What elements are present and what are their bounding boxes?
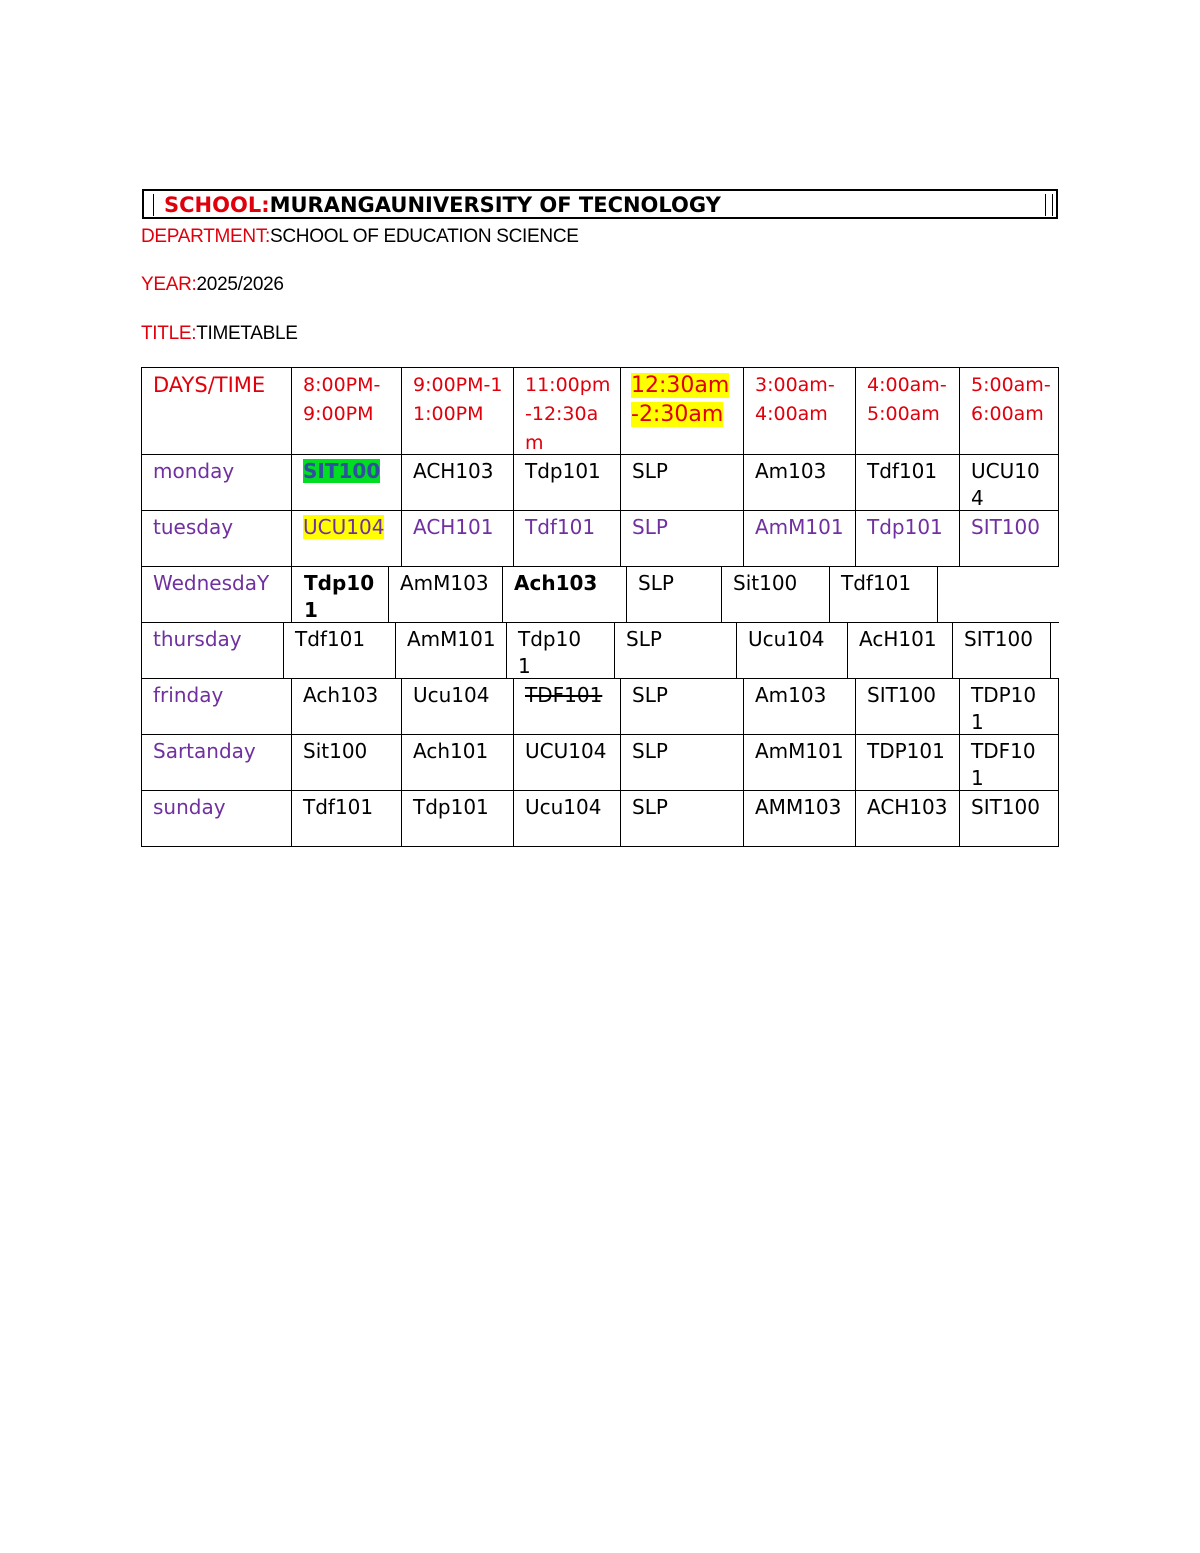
course-cell: Am103	[743, 678, 856, 735]
course-cell: Sit100	[291, 734, 402, 791]
course-cell: Ach101	[401, 734, 514, 791]
title-label: TITLE:	[141, 323, 197, 344]
time-header: 4:00am-5:00am	[855, 367, 960, 455]
course-cell: Ach103	[502, 566, 627, 623]
course-cell: Tdf101	[283, 622, 396, 679]
course-cell: Tdf101	[829, 566, 938, 623]
box-divider	[1045, 194, 1046, 216]
course-cell: Ach103	[291, 678, 402, 735]
course-cell: SLP	[620, 790, 744, 847]
box-divider	[1052, 194, 1053, 216]
year-line	[141, 274, 284, 296]
course-cell: Tdp101	[855, 510, 960, 567]
time-header: 11:00pm-12:30am	[513, 367, 621, 455]
course-cell: Am103	[743, 454, 856, 511]
course-cell: SLP	[614, 622, 737, 679]
course-cell: SLP	[620, 678, 744, 735]
course-cell: UCU104	[291, 510, 402, 567]
course-cell: SLP	[626, 566, 722, 623]
course-cell: ACH103	[855, 790, 960, 847]
department-value: SCHOOL OF EDUCATION SCIENCE	[270, 226, 579, 247]
year-value: 2025/2026	[196, 274, 284, 295]
course-cell: Tdf101	[855, 454, 960, 511]
school-value: MURANGAUNIVERSITY OF TECNOLOGY	[269, 193, 721, 217]
school-label: SCHOOL:	[164, 193, 270, 217]
course-cell: Tdf101	[291, 790, 402, 847]
course-cell: AcH101	[847, 622, 953, 679]
school-title	[164, 193, 721, 217]
course-cell: UCU104	[959, 454, 1059, 511]
course-cell: SIT100	[855, 678, 960, 735]
day-cell-wednesday: WednesdaY	[141, 566, 292, 623]
course-cell: Tdf101	[513, 510, 621, 567]
empty-cell	[937, 566, 1059, 623]
course-cell: Ucu104	[401, 678, 514, 735]
department-line	[141, 226, 579, 248]
course-cell: ACH103	[401, 454, 514, 511]
course-cell: ACH101	[401, 510, 514, 567]
time-header: 5:00am-6:00am	[959, 367, 1059, 455]
course-cell: AmM103	[388, 566, 503, 623]
course-cell: AmM101	[395, 622, 507, 679]
year-label: YEAR:	[141, 274, 197, 295]
day-cell-saturday: Sartanday	[141, 734, 292, 791]
course-cell: SLP	[620, 454, 744, 511]
course-cell: Ucu104	[736, 622, 848, 679]
corner-header: DAYS/TIME	[141, 367, 292, 455]
course-cell: TDF101	[959, 734, 1059, 791]
school-title-box	[142, 189, 1058, 219]
course-cell: Tdp101	[291, 566, 389, 623]
time-header: 12:30am-2:30am	[620, 367, 744, 455]
day-cell-friday: frinday	[141, 678, 292, 735]
course-cell: Ucu104	[513, 790, 621, 847]
day-cell-thursday: thursday	[141, 622, 284, 679]
course-cell: Tdp101	[401, 790, 514, 847]
course-cell: AMM103	[743, 790, 856, 847]
course-cell: SIT100	[952, 622, 1051, 679]
course-cell: TDP101	[959, 678, 1059, 735]
course-cell: Tdp101	[513, 454, 621, 511]
course-cell: SLP	[620, 734, 744, 791]
course-cell: SIT100	[959, 510, 1059, 567]
course-cell: SIT100	[959, 790, 1059, 847]
course-cell: Tdp10 1	[506, 622, 615, 679]
day-cell-sunday: sunday	[141, 790, 292, 847]
department-label: DEPARTMENT:	[141, 226, 271, 247]
day-cell-monday: monday	[141, 454, 292, 511]
time-header: 9:00PM-11:00PM	[401, 367, 514, 455]
course-cell: SLP	[620, 510, 744, 567]
title-value: TIMETABLE	[196, 323, 298, 344]
day-cell-tuesday: tuesday	[141, 510, 292, 567]
course-cell: SIT100	[291, 454, 402, 511]
time-header: 8:00PM-9:00PM	[291, 367, 402, 455]
box-divider	[153, 194, 154, 216]
course-cell: AmM101	[743, 510, 856, 567]
course-cell: TDF101	[513, 678, 621, 735]
course-cell: UCU104	[513, 734, 621, 791]
course-cell: TDP101	[855, 734, 960, 791]
course-cell: Sit100	[721, 566, 830, 623]
time-header: 3:00am-4:00am	[743, 367, 856, 455]
course-cell: AmM101	[743, 734, 856, 791]
title-line	[141, 323, 298, 345]
